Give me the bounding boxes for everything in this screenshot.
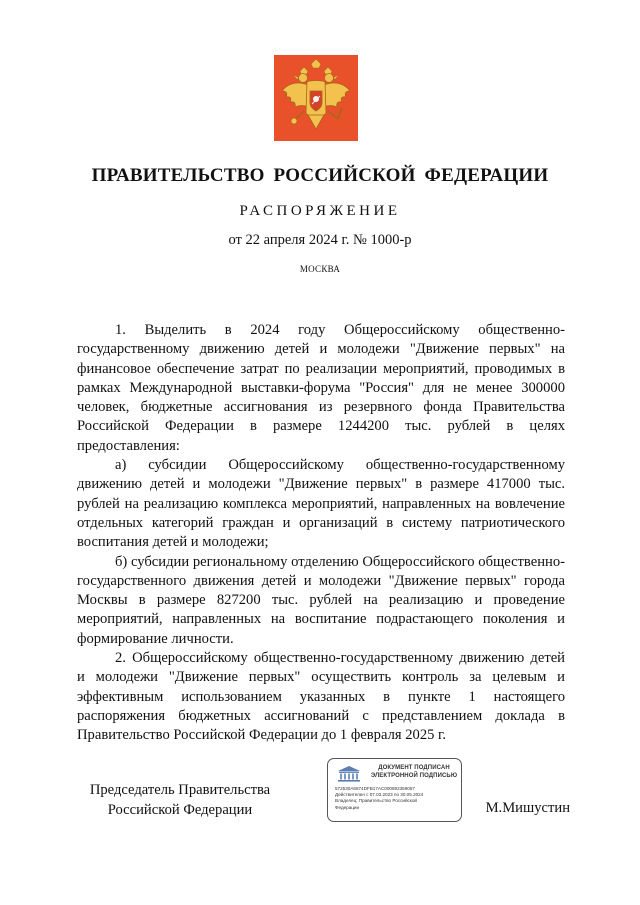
double-headed-eagle-icon	[274, 55, 358, 141]
stamp-validity: Действителен с 07.03.2023 по 30.05.2024	[335, 792, 424, 798]
stamp-details	[335, 786, 459, 811]
government-building-icon	[336, 765, 362, 782]
signer-position	[80, 781, 280, 820]
signer-position-line1: Председатель Правительства	[89, 782, 271, 798]
paragraph-1b: б) субсидии региональному отделению Общероссийского общественно-государственного движения детей и молодежи "Движение первых" города Москвы в размере 827200 тыс. рублей на реализацию и проведение мероприятий, направленных на воспитание подрастающего поколения и формирование личности.	[77, 553, 565, 647]
stamp-owner-line1: Владелец: Правительство Российской	[335, 798, 417, 804]
document-body	[77, 321, 565, 746]
document-city: МОСКВА	[299, 264, 341, 274]
paragraph-2: 2. Общероссийскому общественно-государственному движению детей и молодежи "Движение первых" осуществить контроль за целевым и эффективным использованием указанных в пункте 1 настоящего распоряжения бюджетных ассигнований с представлением доклада в Правительство Российской Федерации до 1 февраля 2025 г.	[77, 650, 565, 744]
stamp-title	[368, 764, 460, 780]
stamp-certificate: 572530A6874DFB17AC000892359057	[335, 786, 415, 791]
document-date-number: от 22 апреля 2024 г. № 1000-р	[228, 232, 412, 248]
paragraph-1: 1. Выделить в 2024 году Общероссийскому общественно-государственному движению детей и молодежи "Движение первых" на финансовое обеспечение затрат по реализации мероприятий, проводимых в рамках Международной выставки-форума "Россия" для не менее 300000 человек, бюджетные ассигнования из резервного фонда Правительства Российской Федерации в размере 1244200 тыс. рублей в целях предоставления:	[77, 322, 565, 454]
stamp-owner-line2: Федерации	[335, 804, 360, 810]
government-title: ПРАВИТЕЛЬСТВО РОССИЙСКОЙ ФЕДЕРАЦИИ	[91, 165, 549, 186]
stamp-title-line1: ДОКУМЕНТ ПОДПИСАН	[378, 765, 450, 771]
signer-position-line2: Российской Федерации	[107, 801, 253, 818]
paragraph-1a: а) субсидии Общероссийскому общественно-государственному движению детей и молодежи "Движение первых" в размере 417000 тыс. рублей на реализацию комплекса мероприятий, направленных на вовлечение отдельных категорий граждан и организаций в систему патриотического воспитания детей и молодежи;	[77, 457, 565, 551]
signer-name: М.Мишустин	[485, 800, 570, 816]
document-type: РАСПОРЯЖЕНИЕ	[239, 203, 401, 219]
electronic-signature-stamp	[327, 758, 462, 822]
coat-of-arms-emblem	[274, 55, 358, 141]
stamp-title-line2: ЭЛЕКТРОННОЙ ПОДПИСЬЮ	[370, 773, 458, 779]
